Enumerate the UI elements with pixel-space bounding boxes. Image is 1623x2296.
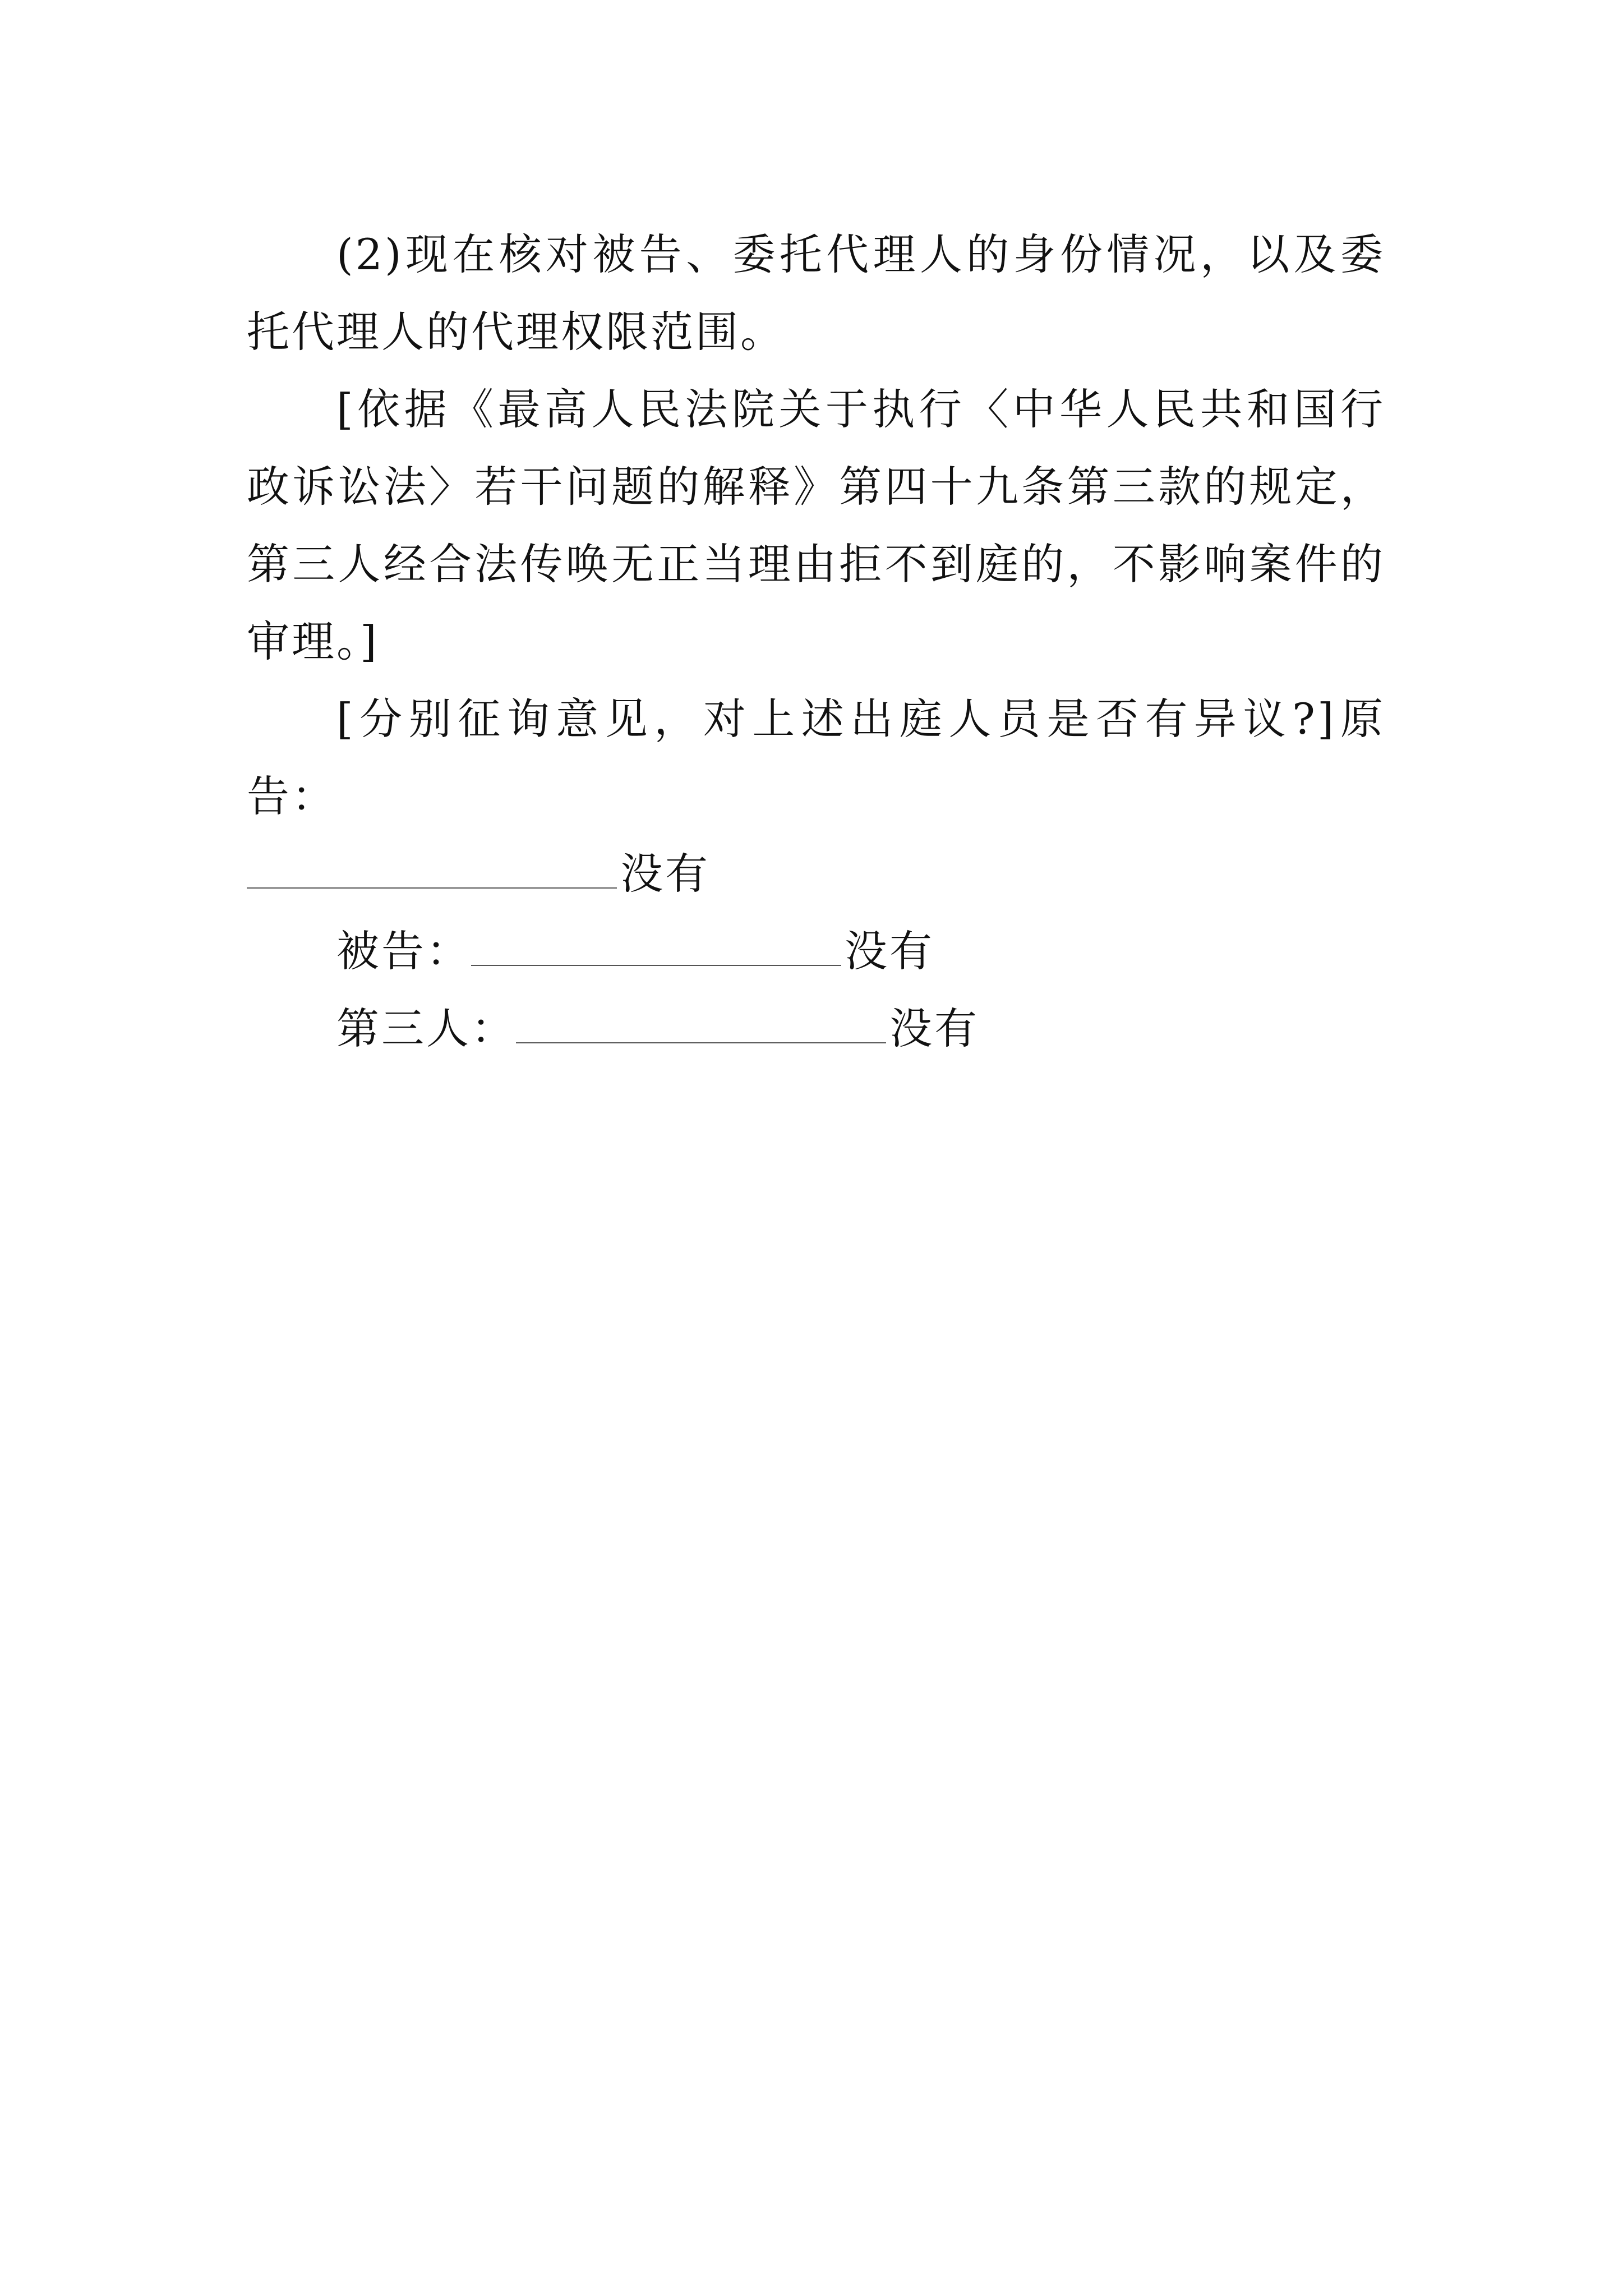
plaintiff-response-line xyxy=(247,835,1385,913)
third-party-label: 第三人： xyxy=(336,1004,516,1053)
paragraph-objection-query: [分别征询意见，对上述出庭人员是否有异议?]原告： xyxy=(247,694,1385,821)
third-party-response-line xyxy=(247,990,1385,1068)
defendant-blank xyxy=(471,922,841,966)
plaintiff-answer: 没有 xyxy=(620,849,710,899)
third-party-blank xyxy=(516,1000,886,1043)
document-body xyxy=(247,216,1385,1068)
paragraph-identity-check: (2)现在核对被告、委托代理人的身份情况，以及委托代理人的代理权限范围。 xyxy=(247,229,1385,357)
third-party-answer: 没有 xyxy=(889,1004,979,1053)
defendant-answer: 没有 xyxy=(845,926,934,976)
paragraph-legal-basis: [依据《最高人民法院关于执行〈中华人民共和国行政诉讼法〉若干问题的解释》第四十九条第三款的规定，第三人经合法传唤无正当理由拒不到庭的，不影响案件的审理。] xyxy=(247,384,1385,666)
defendant-label: 被告： xyxy=(336,926,471,976)
defendant-response-line xyxy=(247,913,1385,990)
plaintiff-blank xyxy=(247,845,617,889)
